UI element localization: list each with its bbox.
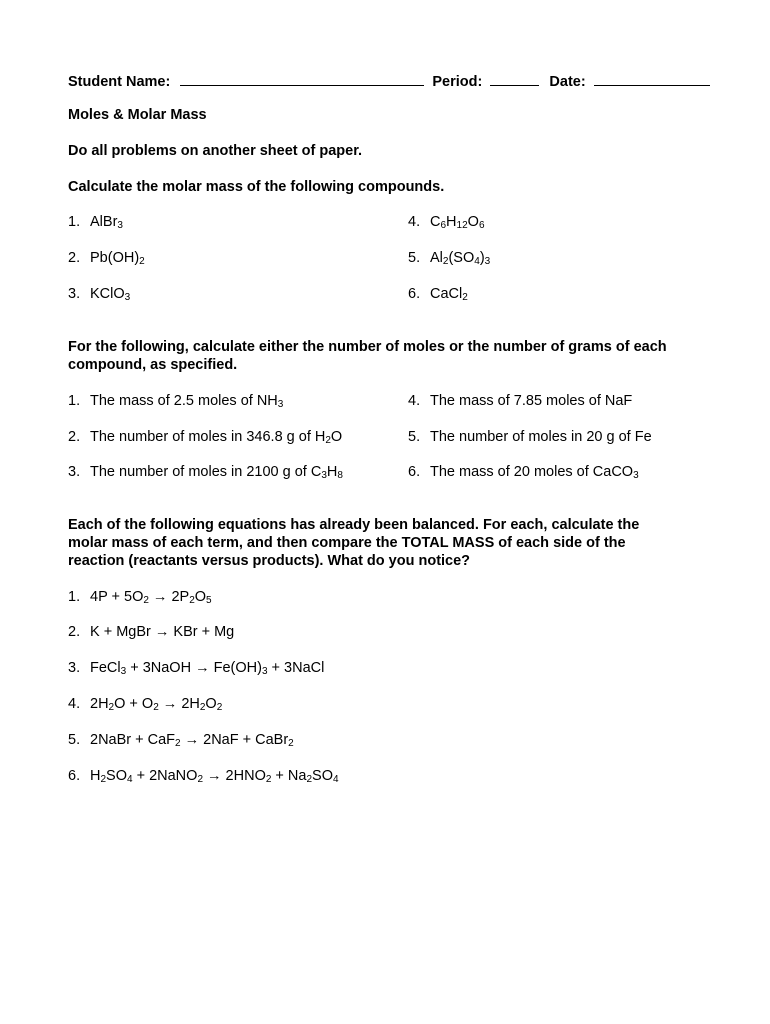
- item-text: $C_6H_{12}O_6$: [430, 214, 485, 231]
- item-number: 2.: [68, 429, 81, 445]
- section3-heading-line2: molar mass of each term, and then compare the TOTAL MASS of each side of the: [68, 535, 626, 551]
- equation-text: FeCl$_3$ + 3NaOH → $Fe(OH)_3$ + 3NaCl: [90, 660, 325, 677]
- equation-item: [68, 731, 294, 750]
- item-number: 6.: [408, 286, 421, 302]
- item-text: The mass of 2.5 moles of $NH_3$: [90, 393, 284, 410]
- list-item: [68, 392, 283, 411]
- item-number: 3.: [68, 464, 81, 480]
- item-number: 5.: [68, 732, 81, 748]
- item-number: 3.: [68, 660, 81, 676]
- list-item: [68, 463, 343, 482]
- item-number: 5.: [408, 429, 421, 445]
- equation-text: $H_2SO_4$ + 2NaNO$_2$ → $2HNO_2 + Na_2SO_4$: [90, 768, 339, 785]
- item-text: The mass of 7.85 moles of NaF: [430, 393, 633, 409]
- equation-item: [68, 767, 339, 786]
- worksheet-title: Moles & Molar Mass: [68, 107, 207, 123]
- list-item: [408, 213, 485, 232]
- header-row: [68, 70, 710, 92]
- period-label: Period:: [432, 74, 483, 90]
- list-item: [68, 249, 145, 268]
- equation-item: [68, 659, 324, 678]
- list-item: [68, 213, 123, 232]
- list-item: [408, 463, 639, 482]
- period-blank: [490, 70, 539, 86]
- section2-heading-line2: compound, as specified.: [68, 357, 238, 373]
- item-number: 4.: [408, 214, 421, 230]
- item-text: AlBr$_3$: [90, 214, 123, 231]
- equation-text: $2H_2O + O_2 \to 2H_2O_2$: [90, 696, 223, 713]
- item-number: 1.: [68, 589, 81, 605]
- item-text: KClO$_3$: [90, 286, 131, 303]
- item-number: 3.: [68, 286, 81, 302]
- section3-heading-line1: Each of the following equations has already been balanced. For each, calculate the: [68, 517, 640, 533]
- equation-text: 2NaBr + CaF$_2$ → 2NaF + CaBr$_2$: [90, 732, 294, 749]
- student-name-blank: [180, 70, 424, 86]
- item-number: 2.: [68, 624, 81, 640]
- date-label: Date:: [549, 74, 586, 90]
- list-item: [408, 428, 652, 447]
- date-blank: [594, 70, 710, 86]
- item-text: The number of moles in 20 g of Fe: [430, 429, 652, 445]
- item-number: 5.: [408, 250, 421, 266]
- equation-item: [68, 695, 222, 714]
- item-text: $Al_2(SO_4)_3$: [430, 250, 491, 267]
- item-text: CaCl$_2$: [430, 286, 468, 303]
- item-text: The number of moles in 346.8 g of $H_2O$: [90, 429, 343, 446]
- equation-item: [68, 623, 234, 642]
- item-number: 4.: [68, 696, 81, 712]
- item-number: 6.: [68, 768, 81, 784]
- item-number: 4.: [408, 393, 421, 409]
- instruction-text: Do all problems on another sheet of paper.: [68, 143, 363, 159]
- section2-heading-line1: For the following, calculate either the number of moles or the number of grams of each: [68, 339, 667, 355]
- item-text: The number of moles in 2100 g of $C_3H_8$: [90, 464, 343, 481]
- list-item: [408, 392, 632, 411]
- equation-item: [68, 588, 212, 607]
- list-item: [68, 428, 342, 447]
- equation-text: $4P + 5O_2 \to 2P_2O_5$: [90, 589, 212, 606]
- list-item: [68, 285, 130, 304]
- section3-heading-line3: reaction (reactants versus products). What do you notice?: [68, 553, 471, 569]
- list-item: [408, 285, 468, 304]
- item-number: 6.: [408, 464, 421, 480]
- item-number: 1.: [68, 393, 81, 409]
- item-text: The mass of 20 moles of CaCO$_3$: [430, 464, 639, 481]
- equation-text: K + MgBr → KBr + Mg: [90, 624, 235, 640]
- list-item: [408, 249, 490, 268]
- student-name-label: Student Name:: [68, 74, 171, 90]
- item-number: 1.: [68, 214, 81, 230]
- item-text: $Pb(OH)_2$: [90, 250, 145, 267]
- item-number: 2.: [68, 250, 81, 266]
- section1-heading: Calculate the molar mass of the following compounds.: [68, 179, 445, 195]
